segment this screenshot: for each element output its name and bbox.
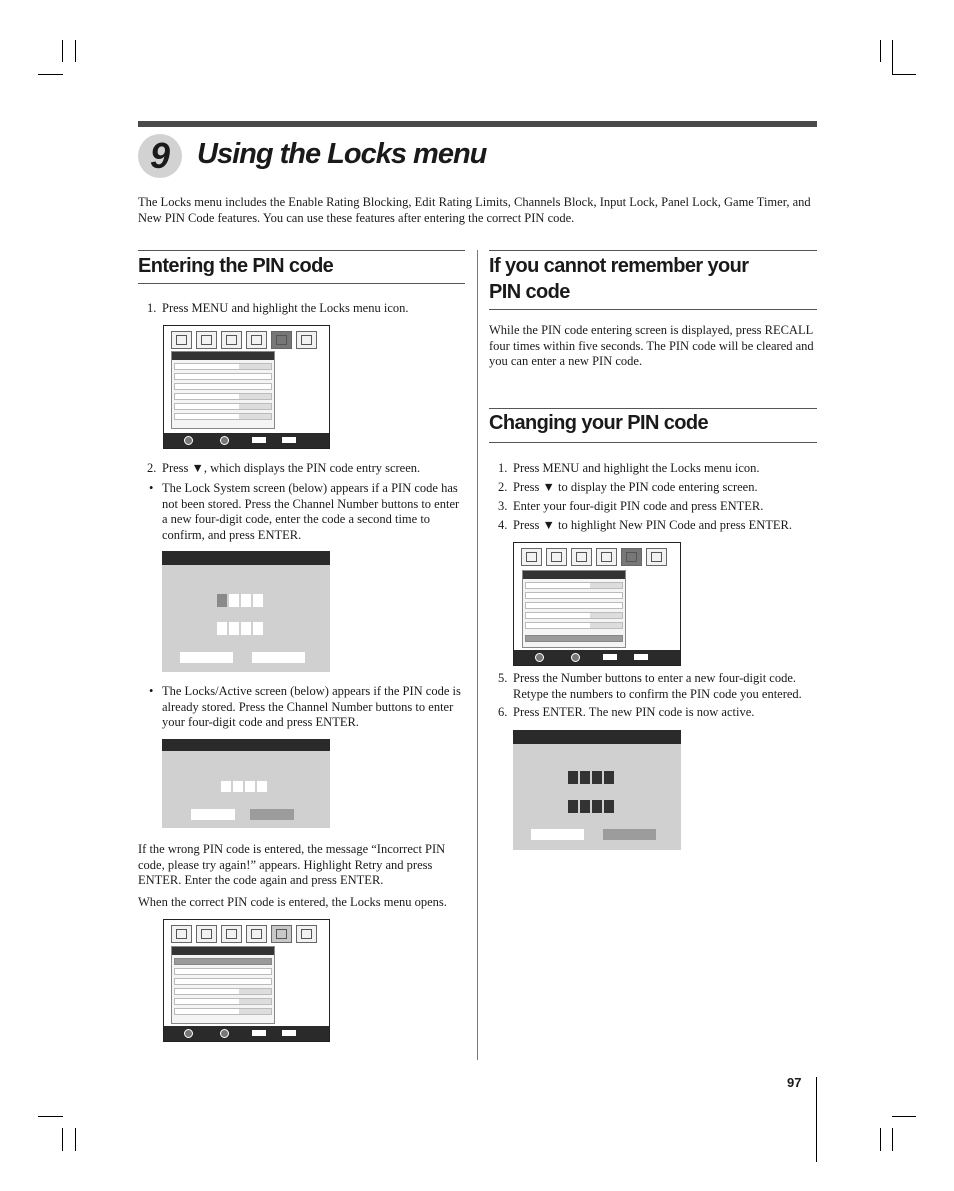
page-title: Using the Locks menu [197,138,487,170]
change-step-1 [498,461,817,477]
forgot-pin-paragraph: While the PIN code entering screen is displayed, press RECALL four times within five seconds. The PIN code will be cleared and you can enter a new PIN code. [489,323,814,368]
step-text: Press ▼ to display the PIN code entering screen. [513,480,758,494]
menu-row [174,383,272,390]
audio-icon [196,331,217,349]
confirm-digit-box [568,800,578,813]
crop-mark [892,40,893,74]
screen-button [531,829,584,840]
change-step-6 [498,705,817,721]
step-number: 2. [147,461,157,475]
menu-navigation-bar [164,433,329,448]
select-icon [571,653,580,662]
lock-system-screen [162,551,330,672]
step-number: 2. [498,480,508,494]
picture-icon [521,548,542,566]
pin-digit-box [241,594,251,607]
lock-icon [621,548,642,566]
screen-button [191,809,235,820]
crop-mark [880,1128,881,1151]
pin-digit-box [245,781,255,792]
lock-icon [271,331,292,349]
change-step-4 [498,518,817,534]
menu-row [174,363,272,370]
select-icon [220,436,229,445]
pin-digit-box [229,594,239,607]
picture-icon [171,331,192,349]
step-text: Press ▼ to highlight New PIN Code and press ENTER. [513,518,793,532]
step-2 [147,461,465,477]
menu-navigation-bar [164,1026,329,1041]
menu-row [174,968,272,975]
pin-digit-box [257,781,267,792]
applications-icon [296,925,317,943]
button-icon [603,654,617,660]
button-icon [252,1030,266,1036]
menu-row [174,373,272,380]
screen-button [180,652,233,663]
applications-icon [646,548,667,566]
menu-row [174,393,272,400]
menu-row [525,602,623,609]
step-text: Press the Number buttons to enter a new four-digit code. Retype the numbers to confirm the PIN code you entered. [513,671,802,701]
menu-row [525,592,623,599]
step-1 [147,301,465,317]
menu-row-selected [525,635,623,642]
menu-row [174,998,272,1005]
bullet-text: The Locks/Active screen (below) appears if the PIN code is already stored. Press the Channel Number buttons to enter your four-digit code and press ENTER. [162,684,461,729]
setup-icon [596,548,617,566]
step-number: 5. [498,671,508,685]
button-icon [282,1030,296,1036]
navigate-icon [184,1029,193,1038]
crop-mark [892,74,916,75]
crop-mark [892,1116,916,1117]
change-step-2 [498,480,817,496]
crop-mark [62,40,63,62]
step-text: Press MENU and highlight the Locks menu icon. [513,461,760,475]
pin-digit-box [217,594,227,607]
applications-icon [296,331,317,349]
locks-menu-open-screen [163,919,330,1042]
section-rule [489,309,817,310]
menu-row [174,403,272,410]
music-note-icon [221,331,242,349]
intro-paragraph: The Locks menu includes the Enable Rating Blocking, Edit Rating Limits, Channels Block, Input Lock, Panel Lock, Game Timer, and New PIN Code features. You can use these features after entering the correct PIN code. [138,195,811,225]
screen-header [513,730,681,744]
confirm-digit-box [229,622,239,635]
bullet-lock-system [149,481,465,543]
menu-navigation-bar [514,650,680,665]
crop-mark [880,40,881,62]
step-number: 3. [498,499,508,513]
screen-button [250,809,294,820]
menu-row [174,988,272,995]
heading-changing-pin: Changing your PIN code [489,412,709,434]
music-note-icon [221,925,242,943]
page-number: 97 [787,1075,802,1090]
page-number-rule [816,1077,817,1162]
section-rule [138,283,465,284]
button-icon [634,654,648,660]
change-step-5 [498,671,817,702]
crop-mark [892,1128,893,1151]
step-text: Press MENU and highlight the Locks menu icon. [162,301,409,315]
menu-panel-header [172,352,274,360]
crop-mark [75,40,76,62]
confirm-digit-box [580,800,590,813]
section-rule [489,250,817,251]
pin-digit-box [221,781,231,792]
menu-panel-header [523,571,625,579]
menu-row [174,413,272,420]
column-divider [477,250,478,1060]
screen-header [162,551,330,565]
pin-digit-box [604,771,614,784]
pin-digit-box [580,771,590,784]
bullet-mark: • [149,684,154,698]
crop-mark [38,74,63,75]
change-step-3 [498,499,817,515]
menu-panel [171,351,275,429]
confirm-digit-box [241,622,251,635]
navigate-icon [535,653,544,662]
menu-row [525,622,623,629]
wrong-pin-paragraph: If the wrong PIN code is entered, the message “Incorrect PIN code, please try again!” appears. Highlight Retry and press ENTER. Enter the code again and press ENTER. [138,842,446,887]
navigate-icon [184,436,193,445]
pin-digit-box [568,771,578,784]
screen-button [252,652,305,663]
confirm-digit-box [253,622,263,635]
heading-entering-pin: Entering the PIN code [138,255,334,277]
menu-row-selected [174,958,272,965]
step-number: 1. [147,301,157,315]
button-icon [282,437,296,443]
lock-icon [271,925,292,943]
screen-button [603,829,656,840]
pin-digit-box [233,781,243,792]
step-text: Press ENTER. The new PIN code is now active. [513,705,755,719]
chapter-rule [138,121,817,127]
pin-digit-box [253,594,263,607]
section-rule [489,442,817,443]
menu-row [174,978,272,985]
section-rule [489,408,817,409]
menu-row [174,1008,272,1015]
new-pin-entry-screen [513,730,681,850]
audio-icon [196,925,217,943]
section-rule [138,250,465,251]
confirm-digit-box [604,800,614,813]
step-number: 4. [498,518,508,532]
menu-row [525,582,623,589]
menu-panel [522,570,626,648]
menu-panel [171,946,275,1024]
screen-header [162,739,330,751]
setup-icon [246,925,267,943]
step-number: 6. [498,705,508,719]
correct-pin-paragraph: When the correct PIN code is entered, the Locks menu opens. [138,895,447,909]
confirm-digit-box [217,622,227,635]
bullet-text: The Lock System screen (below) appears if a PIN code has not been stored. Press the Channel Number buttons to enter a new four-digit code, enter the code a second time to confirm, and press ENTER. [162,481,460,542]
locks-active-screen [162,739,330,828]
step-text: Press ▼, which displays the PIN code entry screen. [162,461,421,475]
chapter-number: 9 [138,134,182,178]
locks-menu-screen [163,325,330,449]
setup-icon [246,331,267,349]
menu-panel-header [172,947,274,955]
picture-icon [171,925,192,943]
heading-forgot-pin-line1: If you cannot remember your [489,255,749,277]
bullet-mark: • [149,481,154,495]
bullet-locks-active [149,684,465,731]
select-icon [220,1029,229,1038]
crop-mark [38,1116,63,1117]
music-note-icon [571,548,592,566]
pin-digit-box [592,771,602,784]
audio-icon [546,548,567,566]
step-number: 1. [498,461,508,475]
step-text: Enter your four-digit PIN code and press ENTER. [513,499,764,513]
heading-forgot-pin-line2: PIN code [489,281,570,303]
menu-row [525,612,623,619]
new-pin-menu-screen [513,542,681,666]
crop-mark [75,1128,76,1151]
crop-mark [62,1128,63,1151]
button-icon [252,437,266,443]
confirm-digit-box [592,800,602,813]
